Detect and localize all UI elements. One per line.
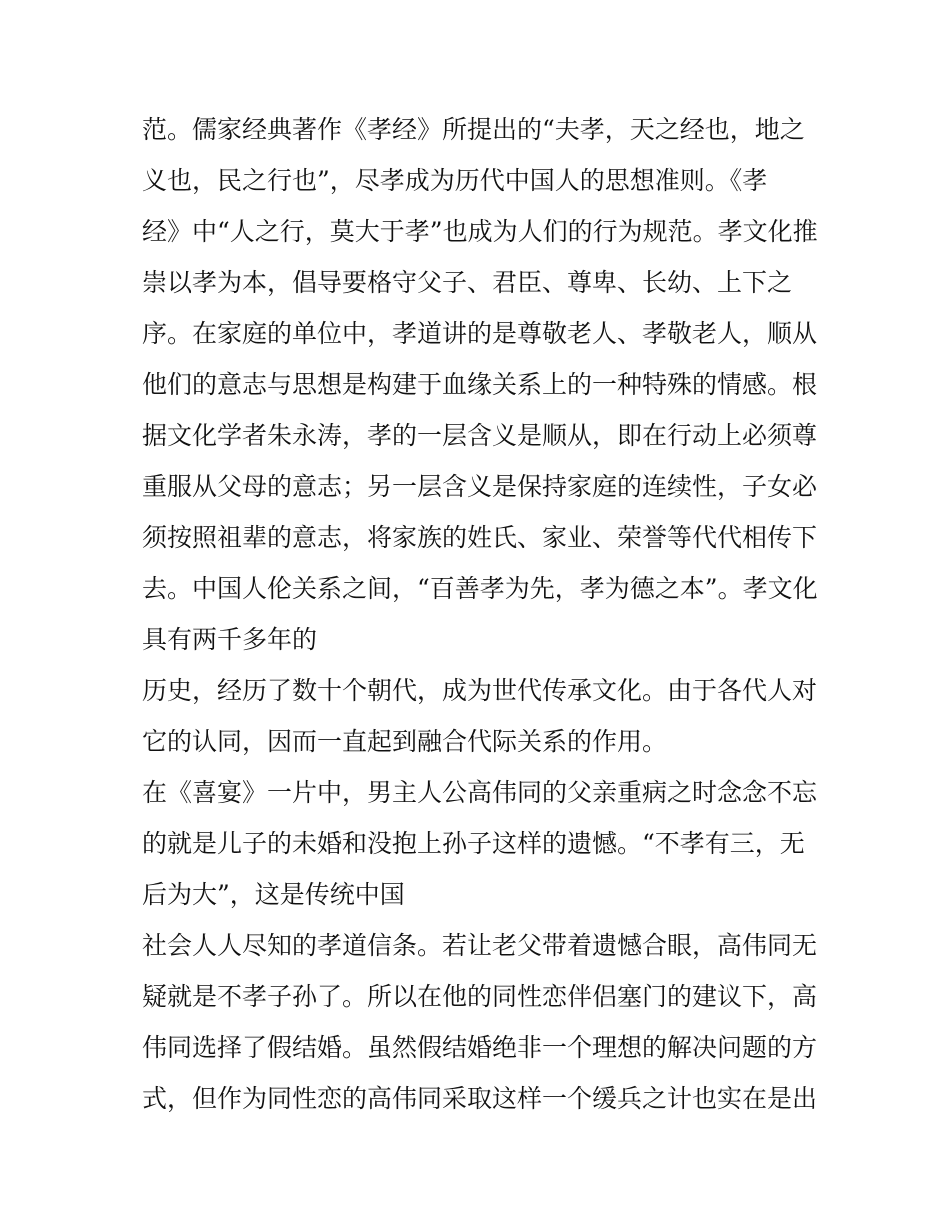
text-line-4: 崇以孝为本，倡导要格守父子、君臣、尊卑、长幼、上下之 bbox=[142, 268, 793, 297]
text-line-20: 式，但作为同性恋的高伟同采取这样一个缓兵之计也实在是出 bbox=[142, 1084, 818, 1113]
text-line-7: 据文化学者朱永涛，孝的一层含义是顺从，即在行动上必须尊 bbox=[142, 421, 818, 450]
text-line-19: 伟同选择了假结婚。虽然假结婚绝非一个理想的解决问题的方 bbox=[142, 1033, 818, 1062]
body-text bbox=[142, 104, 822, 1124]
text-line-11: 具有两千多年的 bbox=[142, 625, 318, 654]
text-line-13: 它的认同，因而一直起到融合代际关系的作用。 bbox=[142, 727, 668, 756]
text-line-17: 社会人人尽知的孝道信条。若让老父带着遗憾合眼，高伟同无 bbox=[142, 931, 818, 960]
text-line-8: 重服从父母的意志；另一层含义是保持家庭的连续性，子女必 bbox=[142, 472, 818, 501]
text-line-2: 义也，民之行也”，尽孝成为历代中国人的思想准则。《孝 bbox=[142, 166, 768, 195]
text-line-12: 历史，经历了数十个朝代，成为世代传承文化。由于各代人对 bbox=[142, 676, 818, 705]
text-line-9: 须按照祖辈的意志，将家族的姓氏、家业、荣誉等代代相传下 bbox=[142, 523, 818, 552]
text-line-15: 的就是儿子的未婚和没抱上孙子这样的遗憾。“不孝有三，无 bbox=[142, 829, 805, 858]
text-line-3: 经》中“人之行，莫大于孝”也成为人们的行为规范。孝文化推 bbox=[142, 217, 818, 246]
text-line-18: 疑就是不孝子孙了。所以在他的同性恋伴侣塞门的建议下，高 bbox=[142, 982, 818, 1011]
text-line-14: 在《喜宴》一片中，男主人公高伟同的父亲重病之时念念不忘 bbox=[142, 778, 818, 807]
text-line-6: 他们的意志与思想是构建于血缘关系上的一种特殊的情感。根 bbox=[142, 370, 818, 399]
text-line-5: 序。在家庭的单位中，孝道讲的是尊敬老人、孝敬老人，顺从 bbox=[142, 319, 818, 348]
text-line-1: 范。儒家经典著作《孝经》所提出的“夫孝，天之经也，地之 bbox=[142, 115, 805, 144]
text-line-16: 后为大”，这是传统中国 bbox=[142, 880, 405, 909]
text-line-10: 去。中国人伦关系之间，“百善孝为先，孝为德之本”。孝文化 bbox=[142, 574, 818, 603]
